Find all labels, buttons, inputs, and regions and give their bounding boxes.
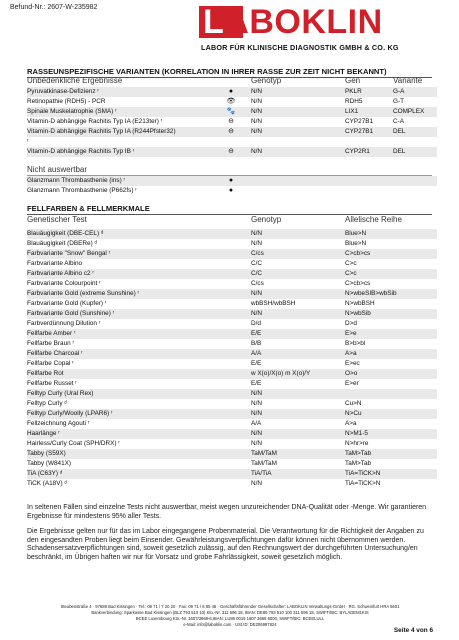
- table-row: [27, 469, 437, 479]
- variant-value: DEL: [393, 148, 406, 155]
- genotype-value: C/cs: [251, 280, 264, 287]
- disclaimer-paragraph: Die Ergebnisse gelten nur für das im Labor eingegangene Probenmaterial. Die Verantwortung für die Richtigkeit der Angaben zu den eingesandten Proben liegt beim Einsender. Gewährleistungsverpflichtungen dafür können nicht übernommen werden. Schadensersatzverpflichtungen sind, soweit gesetzlich zulässig, auf den Rechnungswert der durchgeführten Untersuchung/en beschränkt, im Übrigen haften wir nur für Vorsatz und grobe Fahrlässigkeit, soweit gesetzlich möglich.: [27, 528, 424, 561]
- test-name: Haarlänge ʳ: [27, 430, 60, 437]
- allele-value: Blue>N: [345, 240, 367, 247]
- genotype-value: C/cs: [251, 250, 264, 257]
- table-row: [27, 479, 437, 489]
- allele-value: TaM>Tab: [345, 450, 372, 457]
- allele-value: N>wbeSIB>wbSib: [345, 290, 397, 297]
- variant-value: COMPLEX: [393, 108, 425, 115]
- befund-number: Befund-Nr.: 2607-W-235982: [10, 4, 98, 11]
- test-name: Fellfarbe Amber ʳ: [27, 330, 76, 337]
- allele-value: TiA=TiCK>N: [345, 470, 381, 477]
- test-name: Blauäugigkeit (DBE-CEL) ᵈ: [27, 230, 104, 237]
- bone-icon: ⊖: [228, 148, 234, 155]
- genotype-value: N/N: [251, 128, 263, 135]
- table-row: [27, 449, 437, 459]
- genotype-value: N/N: [251, 390, 263, 397]
- table-row: [27, 299, 437, 309]
- variant-value: G-T: [393, 98, 405, 105]
- test-name: Fellzeichnung Agouti ʳ: [27, 420, 90, 427]
- test-name: Pyruvatkinase-Defizienz ʳ: [27, 88, 99, 95]
- drop-icon: ●: [228, 88, 234, 95]
- not-evaluable-title: Nicht auswertbar: [27, 165, 88, 174]
- test-name: Blauäugigkeit (DBERe) ᵈ: [27, 240, 97, 247]
- allele-value: E>er: [345, 380, 359, 387]
- table-row: [27, 229, 437, 239]
- test-name: Farbvariante Gold (Sunshine) ʳ: [27, 310, 115, 317]
- table-row: [27, 399, 437, 409]
- footer-bank-lux: BCEE Luxembourg Kto.-Nr. 1607/3668-6,IBAN: LU86 0019 1607 3668 6000, SWIFT/BIC: BCEELULL: [135, 616, 325, 621]
- genotype-value: E/E: [251, 330, 262, 337]
- test-name: Retinopathie (RDH5) - PCR: [27, 98, 106, 105]
- table-row: [27, 459, 437, 469]
- table-row: [27, 137, 437, 147]
- allele-value: A>a: [345, 350, 357, 357]
- genotype-value: B/B: [251, 340, 262, 347]
- genotype-value: N/N: [251, 440, 263, 447]
- genotype-value: TaM/TaM: [251, 450, 277, 457]
- drop-icon: ●: [228, 187, 234, 194]
- genotype-value: w X(o)/X(o) m X(o)/Y: [251, 370, 311, 377]
- genotype-value: N/N: [251, 410, 263, 417]
- table-row: [27, 269, 437, 279]
- table-row: [27, 339, 437, 349]
- genotype-value: N/N: [251, 400, 263, 407]
- bone-icon: ⊖: [228, 128, 234, 135]
- gene-value: PKLR: [345, 88, 362, 95]
- test-name: Farbverdünnung Dilution ʳ: [27, 320, 101, 327]
- allele-value: N>wbSib: [345, 310, 371, 317]
- test-name: Tabby (W841X): [27, 460, 72, 467]
- header-genotype: Genotyp: [251, 215, 282, 224]
- table-row: [27, 186, 437, 196]
- test-name: Tabby (S59X): [27, 450, 66, 457]
- genotype-value: N/N: [251, 310, 263, 317]
- allele-value: C>c: [345, 270, 357, 277]
- test-name: Hairless/Curly Coat (SPH/DRX) ʳ: [27, 440, 120, 447]
- test-name: Fellfarbe Braun ʳ: [27, 340, 74, 347]
- test-name: Felltyp Curly (Ural Rex): [27, 390, 94, 397]
- page-number: Seite 4 von 6: [393, 627, 433, 634]
- genotype-value: N/N: [251, 240, 263, 247]
- footer-address: Steubenstraße 4 · 97688 Bad Kissingen · Tel.: 09 71 / 7 20 20 · Fax: 09 71 / 6 85 46 · Geschäftsführender Gesellschafter: LABOKLIN Verwaltungs-GmbH · RG. Schweinfurt HRA 5601: [60, 604, 400, 609]
- table-row: [27, 369, 437, 379]
- table-row: [27, 289, 437, 299]
- allele-value: N>wbBSH: [345, 300, 375, 307]
- section-title-breed-unspecific: RASSEUNSPEZIFISCHE VARIANTEN (KORRELATION IN IHRER RASSE ZUR ZEIT NICHT BEKANNT): [27, 67, 387, 76]
- genotype-value: D/d: [251, 320, 261, 327]
- laboklin-logo: [199, 3, 452, 54]
- genotype-value: N/N: [251, 98, 263, 105]
- table-row: [27, 107, 437, 117]
- bone-icon: ⊖: [228, 118, 234, 125]
- logo-wordmark: LABOKLIN: [203, 3, 383, 41]
- allele-value: E>e: [345, 330, 357, 337]
- gene-value: CYP2R1: [345, 148, 370, 155]
- table-row: [27, 176, 437, 186]
- footer-email: e-Mail: info@laboklin.com · USt.ID: DE206997824: [183, 622, 277, 627]
- footer-bank: Bankverbindung: Sparkasse Bad Kissingen (BLZ 793 510 10) Kto.-Nr. 311 596 18, IBAN: DE89 793 510 100 311 596 18, SWIFT/BIC: BYLADEM1KIS: [91, 610, 369, 615]
- table-row: [27, 439, 437, 449]
- genotype-value: N/N: [251, 118, 263, 125]
- allele-value: N>M1-5: [345, 430, 368, 437]
- genotype-value: A/A: [251, 420, 262, 427]
- table-row: [27, 87, 437, 97]
- test-name: Felltyp Curly/Woolly (LPAR6) ʳ: [27, 410, 113, 417]
- table-row: [27, 147, 437, 157]
- genotype-value: TiA/TiA: [251, 470, 272, 477]
- test-name: Fellfarbe Rot: [27, 370, 64, 377]
- test-name: Farbvariante Gold (Kupfer) ʳ: [27, 300, 107, 307]
- test-name: Farbvariante "Snow" Bengal ʳ: [27, 250, 111, 257]
- variant-value: DEL: [393, 128, 406, 135]
- genotype-value: C/C: [251, 270, 263, 277]
- allele-value: O>o: [345, 370, 358, 377]
- test-name: Farbvariante Albino: [27, 260, 83, 267]
- test-name: Farbvariante Colourpoint ʳ: [27, 280, 101, 287]
- table-row: [27, 419, 437, 429]
- note-paragraph: In seltenen Fällen sind einzelne Tests nicht auswertbar, meist wegen unzureichender DNA-Qualität oder -Menge. Wir garantieren Ergebnisse für mindestens 95% aller Tests.: [27, 504, 427, 520]
- allele-value: B>b>bl: [345, 340, 366, 347]
- genotype-value: N/N: [251, 480, 263, 487]
- genotype-value: TaM/TaM: [251, 460, 277, 467]
- section-title-coat-colors: FELLFARBEN & FELLMERKMALE: [27, 204, 150, 213]
- test-name: Vitamin-D abhängige Rachitis Typ IA (R244Pfster32): [27, 128, 176, 135]
- table-row: [27, 329, 437, 339]
- gene-value: RDH5: [345, 98, 363, 105]
- allele-value: A>a: [345, 420, 357, 427]
- genotype-value: N/N: [251, 230, 263, 237]
- genotype-value: N/N: [251, 148, 263, 155]
- gene-value: CYP27B1: [345, 118, 374, 125]
- genotype-value: C/C: [251, 260, 263, 267]
- header-variant: Variante: [393, 76, 423, 85]
- table-row: [27, 429, 437, 439]
- table-row: [27, 117, 437, 127]
- test-name: Glanzmann Thrombasthenie (P662fs) ʳ: [27, 187, 137, 194]
- test-name: Farbvariante Gold (extreme Sunshine) ʳ: [27, 290, 139, 297]
- allele-value: Blue>N: [345, 230, 367, 237]
- test-name: Farbvariante Albino c2 ʳ: [27, 270, 94, 277]
- allele-value: E>ec: [345, 360, 360, 367]
- allele-value: TiA=TiCK>N: [345, 480, 381, 487]
- variant-value: C-A: [393, 118, 405, 125]
- test-name: TiCK (A18V) ᵈ: [27, 480, 67, 487]
- test-name: Spinale Muskelatrophie (SMA) ʳ: [27, 108, 117, 115]
- genotype-value: wbBSH/wbBSH: [251, 300, 296, 307]
- allele-value: N>hr>re: [345, 440, 369, 447]
- genotype-value: N/N: [251, 290, 263, 297]
- allele-value: C>c: [345, 260, 357, 267]
- header-harmless-results: Unbedenkliche Ergebnisse: [27, 76, 123, 85]
- table-row: [27, 127, 437, 137]
- test-name: TiA (C63Y) ᵈ: [27, 470, 63, 477]
- genotype-value: N/N: [251, 108, 263, 115]
- test-name: Felltyp Curly ᵈ: [27, 400, 67, 407]
- allele-value: N>Cu: [345, 410, 362, 417]
- table-row: [27, 379, 437, 389]
- variant-value: G-A: [393, 88, 405, 95]
- header-allelic-series: Allelische Reihe: [345, 215, 402, 224]
- table-row: [27, 319, 437, 329]
- genotype-value: N/N: [251, 430, 263, 437]
- gene-value: CYP27B1: [345, 128, 374, 135]
- genotype-value: N/N: [251, 88, 263, 95]
- header-gene: Gen: [345, 76, 361, 85]
- table-row: [27, 359, 437, 369]
- allele-value: Cu>N: [345, 400, 362, 407]
- table-row: [27, 239, 437, 249]
- genotype-value: E/E: [251, 360, 262, 367]
- allele-value: TaM>Tab: [345, 460, 372, 467]
- test-name: Vitamin-D abhängige Rachitis Typ IB ʳ: [27, 148, 135, 155]
- header-genetic-test: Genetischer Test: [27, 215, 87, 224]
- genotype-value: A/A: [251, 350, 262, 357]
- table-row: [27, 259, 437, 269]
- table-row: [27, 279, 437, 289]
- test-name: Glanzmann Thrombasthenie (ins) ʳ: [27, 177, 126, 184]
- gene-value: LIX1: [345, 108, 359, 115]
- drop-icon: ●: [228, 177, 234, 184]
- test-name: Fellfarbe Charcoal ʳ: [27, 350, 83, 357]
- test-name: Fellfarbe Copal ʳ: [27, 360, 74, 367]
- table-row: [27, 309, 437, 319]
- test-name: ʳ: [27, 138, 29, 145]
- header-genotype: Genotyp: [251, 76, 282, 85]
- allele-value: D>d: [345, 320, 357, 327]
- test-name: Vitamin-D abhängige Rachitis Typ IA (E213ter) ʳ: [27, 118, 163, 125]
- table-row: [27, 349, 437, 359]
- paw-icon: 🐾: [226, 108, 236, 115]
- test-name: Fellfarbe Russet ʳ: [27, 380, 77, 387]
- allele-value: C>cb>cs: [345, 250, 371, 257]
- logo-subtitle: LABOR FÜR KLINISCHE DIAGNOSTIK GMBH & CO. KG: [201, 43, 399, 52]
- table-row: [27, 97, 437, 107]
- eye-icon: 👁: [226, 98, 236, 105]
- genotype-value: E/E: [251, 380, 262, 387]
- table-row: [27, 249, 437, 259]
- table-row: [27, 409, 437, 419]
- allele-value: C>cb>cs: [345, 280, 371, 287]
- table-row: [27, 389, 437, 399]
